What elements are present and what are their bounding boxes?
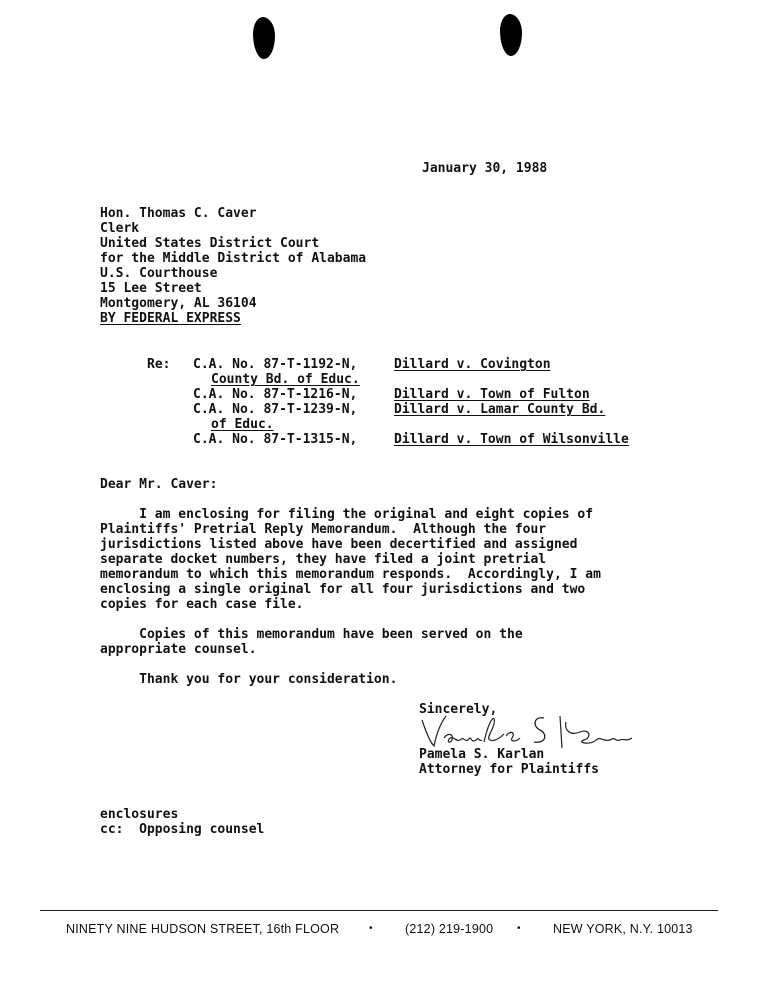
recipient-street: 15 Lee Street <box>100 281 202 296</box>
case-number: C.A. No. 87-T-1216-N, <box>193 387 358 402</box>
footer-city: NEW YORK, N.Y. 10013 <box>553 922 693 936</box>
body-line: appropriate counsel. <box>100 642 257 657</box>
delivery-method: BY FEDERAL EXPRESS <box>100 311 241 326</box>
footer-phone: (212) 219-1900 <box>405 922 494 936</box>
body-line: jurisdictions listed above have been decertified and assigned <box>100 537 578 552</box>
body-line: copies for each case file. <box>100 597 304 612</box>
cc-line: cc: Opposing counsel <box>100 822 265 837</box>
punch-hole-right <box>500 14 522 56</box>
case-title-continued: of Educ. <box>211 417 274 432</box>
body-line: Copies of this memorandum have been served on the <box>100 627 523 642</box>
case-title: Dillard v. Town of Fulton <box>394 387 590 402</box>
body-line: Thank you for your consideration. <box>100 672 398 687</box>
closing: Sincerely, <box>419 702 498 717</box>
case-number: C.A. No. 87-T-1192-N, <box>193 357 358 372</box>
re-label: Re: <box>147 357 171 372</box>
footer-bullet: • <box>369 923 373 934</box>
letter-date: January 30, 1988 <box>422 161 548 176</box>
recipient-city: Montgomery, AL 36104 <box>100 296 257 311</box>
case-title: Dillard v. Lamar County Bd. <box>394 402 606 417</box>
footer-address: NINETY NINE HUDSON STREET, 16th FLOOR <box>66 922 340 936</box>
recipient-building: U.S. Courthouse <box>100 266 218 281</box>
recipient-court-line1: United States District Court <box>100 236 320 251</box>
body-line: memorandum to which this memorandum responds. Accordingly, I am <box>100 567 601 582</box>
body-line: separate docket numbers, they have filed a joint pretrial <box>100 552 547 567</box>
case-title-continued: County Bd. of Educ. <box>211 372 360 387</box>
signature-name: Pamela S. Karlan <box>419 747 545 762</box>
recipient-court-line2: for the Middle District of Alabama <box>100 251 367 266</box>
case-number: C.A. No. 87-T-1315-N, <box>193 432 358 447</box>
footer-bullet: • <box>517 923 521 934</box>
punch-hole-left <box>253 17 275 59</box>
recipient-name: Hon. Thomas C. Caver <box>100 206 257 221</box>
body-line: I am enclosing for filing the original and eight copies of <box>100 507 594 522</box>
body-line: Plaintiffs' Pretrial Reply Memorandum. Although the four <box>100 522 547 537</box>
case-title: Dillard v. Covington <box>394 357 551 372</box>
footer-divider <box>40 910 718 911</box>
case-number: C.A. No. 87-T-1239-N, <box>193 402 358 417</box>
salutation: Dear Mr. Caver: <box>100 477 218 492</box>
enclosures-note: enclosures <box>100 807 179 822</box>
body-line: enclosing a single original for all four jurisdictions and two <box>100 582 586 597</box>
signature-title: Attorney for Plaintiffs <box>419 762 600 777</box>
recipient-title: Clerk <box>100 221 140 236</box>
handwritten-signature <box>420 712 640 750</box>
letterhead-footer <box>0 922 768 940</box>
case-title: Dillard v. Town of Wilsonville <box>394 432 629 447</box>
